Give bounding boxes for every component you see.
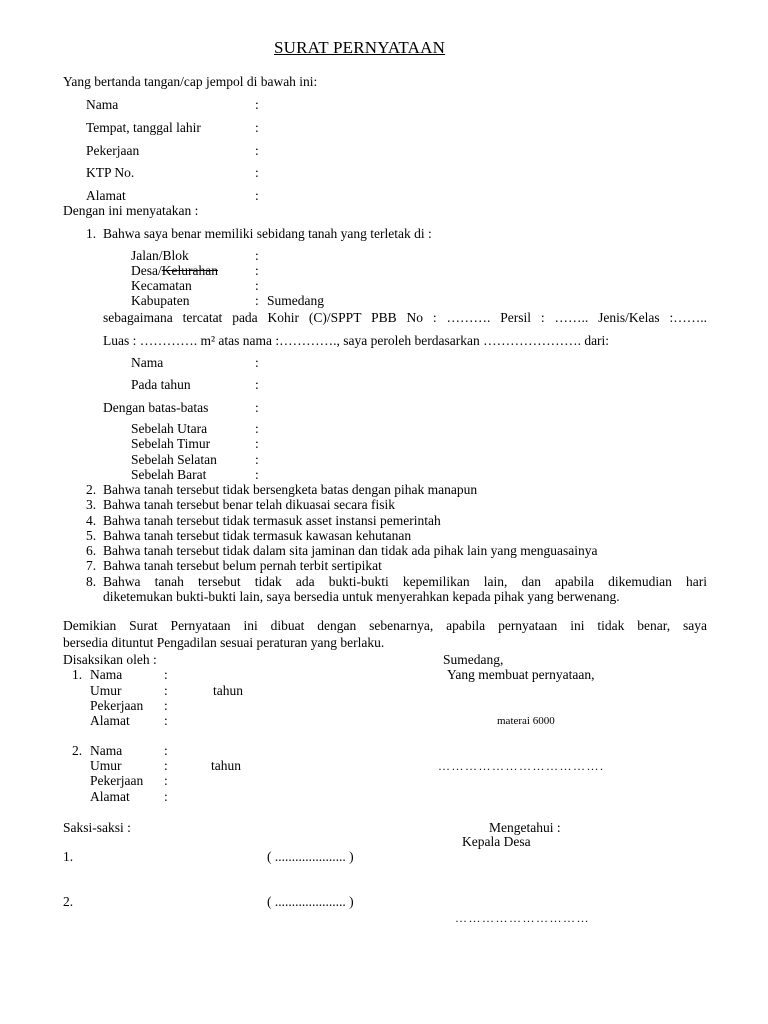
identity-label-ttl: Tempat, tanggal lahir [86,120,201,135]
maker-label: Yang membuat pernyataan, [447,667,595,682]
identity-colon: : [255,143,259,158]
witness-colon: : [164,698,168,713]
boundary-timur: Sebelah Timur [131,436,211,451]
identity-label-nama: Nama [86,97,119,112]
saksi-label: Saksi-saksi : [63,820,131,835]
identity-colon: : [255,188,259,203]
item-number: 5. [86,528,97,543]
item-text-continued: diketemukan bukti-bukti lain, saya bersedia untuk menyerahkan kepada pihak yang berwenang. [103,589,620,604]
closing-paragraph-end: bersedia dituntut Pengadilan sesuai peraturan yang berlaku. [63,635,385,650]
witness-colon: : [164,683,168,698]
land-colon: : [255,248,259,263]
identity-colon: : [255,120,259,135]
item-text: Bahwa tanah tersebut tidak ada bukti-bukti kepemilikan lain, dan apabila dikemudian hari [103,574,707,589]
origin-label-tahun: Pada tahun [131,377,191,392]
village-head-signature-line: ………………………… [455,911,590,925]
saksi-signature-blank: ( ..................... ) [267,894,354,909]
witness-colon: : [164,667,168,682]
identity-colon: : [255,97,259,112]
land-label-desa: Desa/Kelurahan [131,263,218,278]
witness-label-nama: Nama [90,743,123,758]
identity-label-alamat: Alamat [86,188,126,203]
item-1-text: Bahwa saya benar memiliki sebidang tanah yang terletak di : [103,226,432,241]
witness-label-alamat: Alamat [90,789,130,804]
witness-tahun: tahun [211,758,241,773]
identity-colon: : [255,165,259,180]
witness-colon: : [164,713,168,728]
witness-label-nama: Nama [90,667,123,682]
witness-tahun: tahun [213,683,243,698]
declaration-heading: Dengan ini menyatakan : [63,203,199,218]
item-number: 3. [86,497,97,512]
document-title: SURAT PERNYATAAN [274,38,446,57]
land-label-jalan: Jalan/Blok [131,248,189,263]
item-text: Bahwa tanah tersebut belum pernah terbit sertipikat [103,558,382,573]
item-number: 6. [86,543,97,558]
item-text: Bahwa tanah tersebut tidak termasuk asset instansi pemerintah [103,513,441,528]
item-text: Bahwa tanah tersebut tidak bersengketa batas dengan pihak manapun [103,482,478,497]
saksi-number: 2. [63,894,74,909]
land-colon: : [255,452,259,467]
item-text: Bahwa tanah tersebut tidak dalam sita jaminan dan tidak ada pihak lain yang menguasainya [103,543,598,558]
kohir-line: sebagaimana tercatat pada Kohir (C)/SPPT PBB No : ………. Persil : …….. Jenis/Kelas :…….. [103,310,707,325]
witness-label-umur: Umur [90,758,122,773]
land-colon: : [255,436,259,451]
witness-label-pekerjaan: Pekerjaan [90,773,144,788]
witness-number: 2. [72,743,83,758]
item-text: Bahwa tanah tersebut tidak termasuk kawasan kehutanan [103,528,412,543]
witness-number: 1. [72,667,83,682]
item-number: 2. [86,482,97,497]
item-number: 7. [86,558,97,573]
identity-label-pekerjaan: Pekerjaan [86,143,140,158]
closing-paragraph: Demikian Surat Pernyataan ini dibuat dengan sebenarnya, apabila pernyataan ini tidak benar, saya [63,618,707,633]
land-colon: : [255,400,259,415]
acknowledged-label: Mengetahui : [489,820,561,835]
struck-kelurahan: Kelurahan [161,263,218,278]
witness-label-alamat: Alamat [90,713,130,728]
boundary-barat: Sebelah Barat [131,467,207,482]
item-number: 8. [86,574,97,589]
stamp-duty-text: materai 6000 [497,715,555,727]
land-colon: : [255,263,259,278]
identity-label-ktp: KTP No. [86,165,135,180]
land-colon: : [255,278,259,293]
boundary-utara: Sebelah Utara [131,421,208,436]
land-colon: : [255,355,259,370]
intro-text: Yang bertanda tangan/cap jempol di bawah ini: [63,74,318,89]
land-colon: : [255,421,259,436]
place-label: Sumedang, [443,652,504,667]
witness-colon: : [164,758,168,773]
boundaries-label: Dengan batas-batas [103,400,209,415]
land-colon: : [255,293,259,308]
witness-colon: : [164,773,168,788]
witness-label-pekerjaan: Pekerjaan [90,698,144,713]
witnessed-by-label: Disaksikan oleh : [63,652,157,667]
village-head-title: Kepala Desa [462,834,531,849]
witness-label-umur: Umur [90,683,122,698]
item-text: Bahwa tanah tersebut benar telah dikuasai secara fisik [103,497,396,512]
luas-line: Luas : …………. m² atas nama :…………., saya peroleh berdasarkan …………………. dari: [103,333,610,348]
signature-line: ………………………………. [438,759,605,773]
land-label-kecamatan: Kecamatan [131,278,192,293]
land-colon: : [255,467,259,482]
saksi-signature-blank: ( ..................... ) [267,849,354,864]
origin-label-nama: Nama [131,355,164,370]
land-colon: : [255,377,259,392]
kabupaten-value: Sumedang [267,293,324,308]
boundary-selatan: Sebelah Selatan [131,452,217,467]
item-number: 1. [86,226,97,241]
land-label-kabupaten: Kabupaten [131,293,190,308]
witness-colon: : [164,789,168,804]
saksi-number: 1. [63,849,74,864]
witness-colon: : [164,743,168,758]
item-number: 4. [86,513,97,528]
